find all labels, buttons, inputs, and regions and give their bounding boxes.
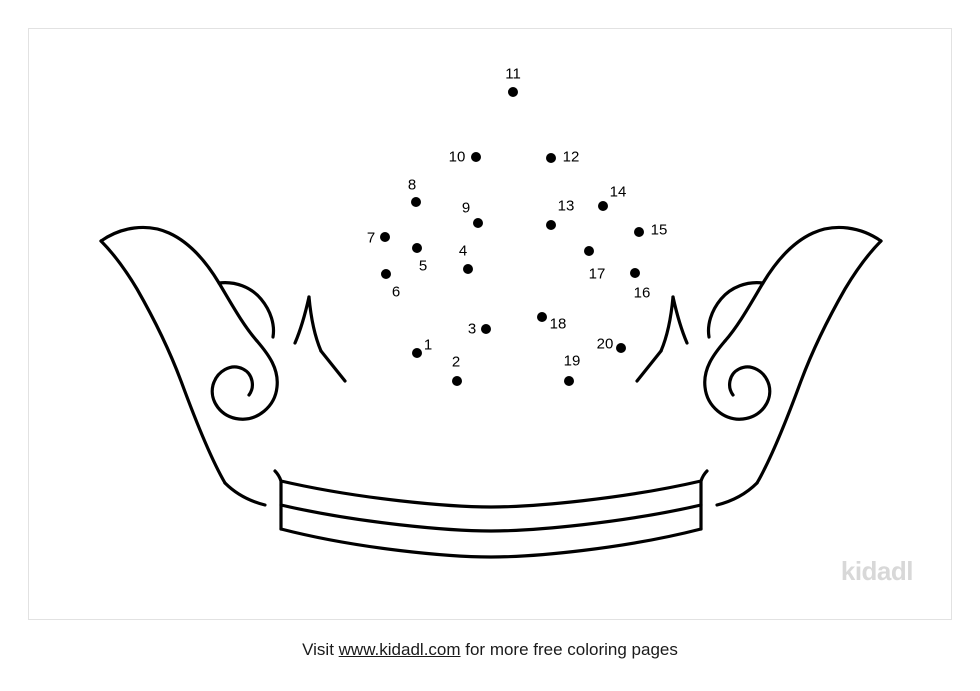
dot-marker xyxy=(564,376,574,386)
crown-artwork xyxy=(29,29,953,621)
dot-marker xyxy=(508,87,518,97)
dot-marker xyxy=(381,269,391,279)
dot-number-label: 18 xyxy=(549,315,567,333)
dot-number-label: 11 xyxy=(505,65,521,83)
dot-number-label: 19 xyxy=(563,352,581,370)
dot-number-label: 4 xyxy=(458,242,468,260)
dot-marker xyxy=(412,348,422,358)
dot-number-label: 15 xyxy=(650,221,668,239)
kidadl-link[interactable]: www.kidadl.com xyxy=(338,640,461,659)
footer-suffix: for more free coloring pages xyxy=(460,640,678,659)
dot-marker xyxy=(634,227,644,237)
dot-marker xyxy=(537,312,547,322)
dot-number-label: 7 xyxy=(366,229,376,247)
dot-marker xyxy=(598,201,608,211)
dot-number-label: 12 xyxy=(562,148,580,166)
dot-number-label: 13 xyxy=(557,197,575,215)
dot-number-label: 14 xyxy=(609,183,627,201)
dot-marker xyxy=(412,243,422,253)
dot-number-label: 10 xyxy=(448,148,466,166)
dot-marker xyxy=(411,197,421,207)
dot-number-label: 2 xyxy=(451,353,461,371)
dot-marker xyxy=(616,343,626,353)
dot-marker xyxy=(452,376,462,386)
worksheet-sheet xyxy=(28,28,952,620)
dot-marker xyxy=(546,153,556,163)
dot-marker xyxy=(630,268,640,278)
footer-text xyxy=(0,640,980,660)
dot-number-label: 9 xyxy=(461,199,471,217)
dot-marker xyxy=(380,232,390,242)
dot-marker xyxy=(463,264,473,274)
dot-number-label: 5 xyxy=(418,257,428,275)
dot-number-label: 17 xyxy=(588,265,606,283)
dot-number-label: 3 xyxy=(467,320,477,338)
dot-number-label: 16 xyxy=(633,284,651,302)
dot-marker xyxy=(471,152,481,162)
dot-marker xyxy=(584,246,594,256)
footer-prefix: Visit xyxy=(302,640,339,659)
dot-number-label: 6 xyxy=(391,283,401,301)
dot-marker xyxy=(481,324,491,334)
dot-number-label: 1 xyxy=(423,336,433,354)
dot-number-label: 8 xyxy=(407,176,417,194)
dot-number-label: 20 xyxy=(596,335,614,353)
dot-marker xyxy=(546,220,556,230)
brand-logo: kidadl xyxy=(840,556,913,586)
dot-marker xyxy=(473,218,483,228)
